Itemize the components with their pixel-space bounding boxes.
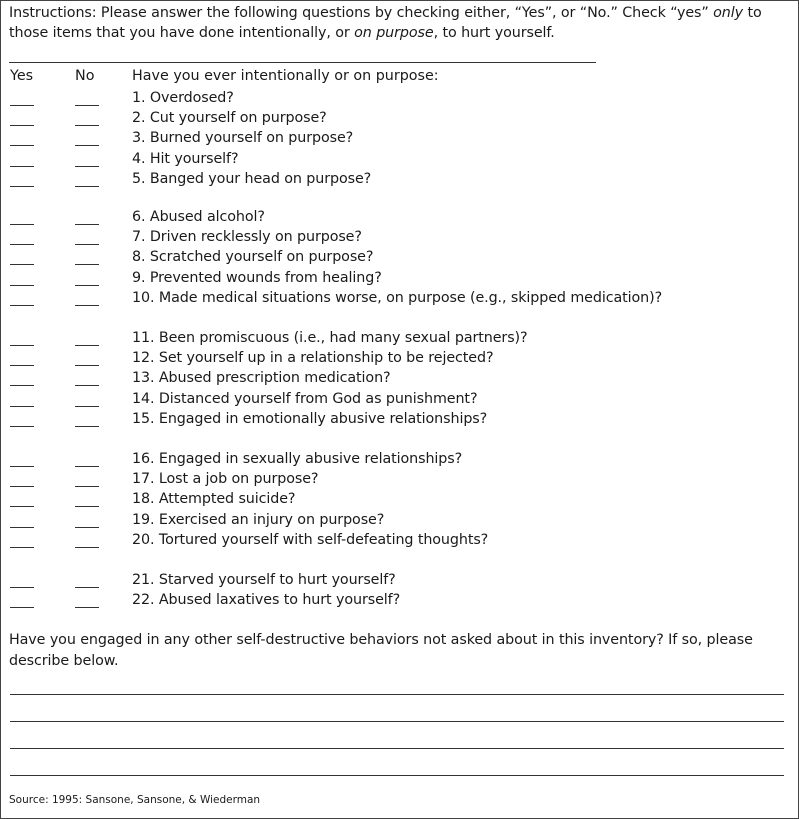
no-checkbox-blank[interactable] <box>75 365 99 366</box>
question-row <box>1 510 799 530</box>
question-text: 18. Attempted suicide? <box>132 491 296 508</box>
yes-checkbox-blank[interactable] <box>10 224 34 225</box>
question-row <box>1 469 799 489</box>
answer-line[interactable] <box>10 721 784 722</box>
instructions-emphasis-on-purpose: on purpose <box>354 25 434 41</box>
no-checkbox-blank[interactable] <box>75 607 99 608</box>
no-checkbox-blank[interactable] <box>75 166 99 167</box>
question-row <box>1 348 799 368</box>
yes-checkbox-blank[interactable] <box>10 486 34 487</box>
yes-checkbox-blank[interactable] <box>10 426 34 427</box>
yes-checkbox-blank[interactable] <box>10 125 34 126</box>
question-row <box>1 489 799 509</box>
question-text: 7. Driven recklessly on purpose? <box>132 229 362 246</box>
no-checkbox-blank[interactable] <box>75 186 99 187</box>
no-checkbox-blank[interactable] <box>75 506 99 507</box>
no-checkbox-blank[interactable] <box>75 587 99 588</box>
question-row <box>1 268 799 288</box>
yes-checkbox-blank[interactable] <box>10 166 34 167</box>
no-checkbox-blank[interactable] <box>75 385 99 386</box>
no-checkbox-blank[interactable] <box>75 145 99 146</box>
yes-checkbox-blank[interactable] <box>10 385 34 386</box>
question-row <box>1 88 799 108</box>
yes-checkbox-blank[interactable] <box>10 365 34 366</box>
question-text: 2. Cut yourself on purpose? <box>132 110 327 127</box>
question-text: 9. Prevented wounds from healing? <box>132 269 382 286</box>
no-checkbox-blank[interactable] <box>75 305 99 306</box>
question-row <box>1 570 799 590</box>
yes-checkbox-blank[interactable] <box>10 506 34 507</box>
no-checkbox-blank[interactable] <box>75 224 99 225</box>
question-row <box>1 389 799 409</box>
column-header-yes: Yes <box>10 68 34 84</box>
question-text: 20. Tortured yourself with self-defeating thoughts? <box>132 531 489 548</box>
no-checkbox-blank[interactable] <box>75 426 99 427</box>
yes-checkbox-blank[interactable] <box>10 186 34 187</box>
question-text: 19. Exercised an injury on purpose? <box>132 511 385 528</box>
question-row <box>1 530 799 550</box>
no-checkbox-blank[interactable] <box>75 285 99 286</box>
question-row <box>1 108 799 128</box>
question-row <box>1 288 799 308</box>
question-row <box>1 409 799 429</box>
question-text: 3. Burned yourself on purpose? <box>132 130 354 147</box>
question-text: 21. Starved yourself to hurt yourself? <box>132 572 396 588</box>
question-row <box>1 590 799 610</box>
source-citation: Source: 1995: Sansone, Sansone, & Wiederman <box>9 794 261 806</box>
no-checkbox-blank[interactable] <box>75 125 99 126</box>
instructions <box>9 3 794 43</box>
no-checkbox-blank[interactable] <box>75 527 99 528</box>
yes-checkbox-blank[interactable] <box>10 145 34 146</box>
yes-checkbox-blank[interactable] <box>10 607 34 608</box>
question-text: 16. Engaged in sexually abusive relationships? <box>132 451 463 467</box>
question-row <box>1 449 799 469</box>
answer-line[interactable] <box>10 748 784 749</box>
instructions-text: , to hurt yourself. <box>433 25 555 41</box>
other-behaviors-prompt: Have you engaged in any other self-destructive behaviors not asked about in this inventory? If so, please describe below. <box>9 632 753 669</box>
no-checkbox-blank[interactable] <box>75 244 99 245</box>
divider <box>9 62 596 63</box>
question-row <box>1 207 799 227</box>
question-text: 22. Abused laxatives to hurt yourself? <box>132 592 401 609</box>
question-row <box>1 368 799 388</box>
no-checkbox-blank[interactable] <box>75 547 99 548</box>
question-row <box>1 227 799 247</box>
instructions-text: to those items that you have done intentionally, or <box>9 5 762 41</box>
question-text: 13. Abused prescription medication? <box>132 370 391 387</box>
question-row <box>1 169 799 189</box>
column-header-no: No <box>75 68 95 84</box>
question-row <box>1 247 799 267</box>
question-text: 17. Lost a job on purpose? <box>132 471 319 488</box>
no-checkbox-blank[interactable] <box>75 105 99 106</box>
yes-checkbox-blank[interactable] <box>10 547 34 548</box>
question-row <box>1 328 799 348</box>
question-text: 5. Banged your head on purpose? <box>132 170 372 187</box>
question-text: 6. Abused alcohol? <box>132 209 265 225</box>
answer-line[interactable] <box>10 694 784 695</box>
question-text: 12. Set yourself up in a relationship to be rejected? <box>132 350 494 367</box>
question-text: 14. Distanced yourself from God as punishment? <box>132 390 478 407</box>
question-text: 10. Made medical situations worse, on purpose (e.g., skipped medication)? <box>132 289 663 306</box>
question-header: Have you ever intentionally or on purpose: <box>132 68 439 84</box>
no-checkbox-blank[interactable] <box>75 406 99 407</box>
question-text: 4. Hit yourself? <box>132 150 239 167</box>
yes-checkbox-blank[interactable] <box>10 305 34 306</box>
question-row <box>1 149 799 169</box>
question-text: 11. Been promiscuous (i.e., had many sexual partners)? <box>132 330 528 346</box>
yes-checkbox-blank[interactable] <box>10 406 34 407</box>
no-checkbox-blank[interactable] <box>75 264 99 265</box>
question-text: 8. Scratched yourself on purpose? <box>132 249 374 266</box>
instructions-emphasis-only: only <box>713 5 743 21</box>
question-text: 15. Engaged in emotionally abusive relationships? <box>132 410 488 427</box>
no-checkbox-blank[interactable] <box>75 486 99 487</box>
yes-checkbox-blank[interactable] <box>10 264 34 265</box>
instructions-text: Instructions: Please answer the following questions by checking either, “Yes”, or “No.” Check “yes” <box>9 5 714 21</box>
question-row <box>1 128 799 148</box>
yes-checkbox-blank[interactable] <box>10 244 34 245</box>
yes-checkbox-blank[interactable] <box>10 285 34 286</box>
question-text: 1. Overdosed? <box>132 90 234 106</box>
no-checkbox-blank[interactable] <box>75 345 99 346</box>
yes-checkbox-blank[interactable] <box>10 466 34 467</box>
answer-line[interactable] <box>10 775 784 776</box>
yes-checkbox-blank[interactable] <box>10 345 34 346</box>
no-checkbox-blank[interactable] <box>75 466 99 467</box>
yes-checkbox-blank[interactable] <box>10 105 34 106</box>
yes-checkbox-blank[interactable] <box>10 587 34 588</box>
yes-checkbox-blank[interactable] <box>10 527 34 528</box>
